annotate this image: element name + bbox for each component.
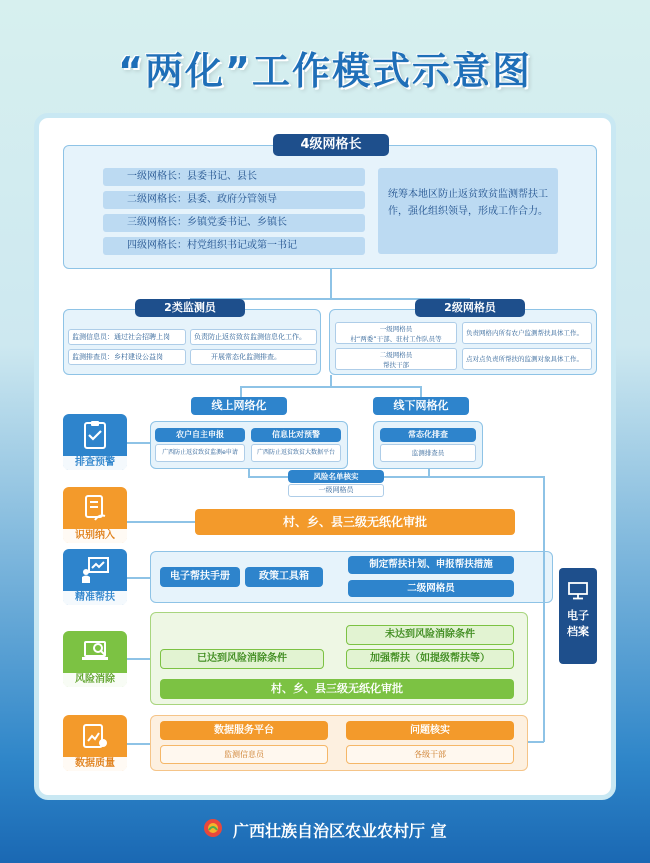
grid-leader-item: 一级网格长：县委书记、县长 [103,168,365,186]
connector-line [127,658,150,660]
clipboard-check-icon [63,414,127,456]
online-card-title: 信息比对预警 [251,428,341,442]
connector-line [240,386,420,388]
department-logo-icon [203,818,223,842]
risk-not-met: 未达到风险消除条件 [346,625,514,645]
step-label: 识别纳入 [63,529,127,543]
e-archive-label: 电子 档案 [567,609,589,638]
online-card-sub: 广西防止返贫致贫大数据平台 [251,444,341,462]
verify-title: 风险名单核实 [288,470,384,483]
grid-leader-item: 三级网格长：乡镇党委书记、乡镇长 [103,214,365,232]
issue-verify-sub: 各级干部 [346,745,514,764]
online-card-sub: 广西防止返贫致贫监测e申请 [155,444,245,462]
step-data [63,715,127,771]
document-hand-icon [63,487,127,529]
step-identify [63,487,127,543]
monitor-header: 2类监测员 [135,299,245,317]
step-assist [63,549,127,605]
grid-member-duty: 点对点负责所帮扶的监测对象具体工作。 [462,348,592,370]
risk-met: 已达到风险消除条件 [160,649,324,669]
offline-card-sub: 监测排查员 [380,444,476,462]
grid-member-header: 2级网格员 [415,299,525,317]
connector-line [430,476,544,478]
grid-member-role: 二级网格员 帮扶干部 [335,348,457,370]
online-card-title: 农户自主申报 [155,428,245,442]
grid-leader-item: 二级网格长：县委、政府分管领导 [103,191,365,209]
connector-line [543,476,545,742]
issue-verify: 问题核实 [346,721,514,740]
step-label: 精准帮扶 [63,591,127,605]
grid-member-duty: 负责网格内所有农户监测帮扶具体工作。 [462,322,592,344]
monitor-icon [559,582,597,604]
connector-line [127,521,195,523]
connector-line [528,741,544,743]
risk-strengthen: 加强帮扶（如提级帮扶等） [346,649,514,669]
risk-approval-bar: 村、乡、县三级无纸化审批 [160,679,514,699]
offline-card-title: 常态化排查 [380,428,476,442]
monitor-role: 监测信息员：通过社会招聘上岗 [68,329,186,345]
step-label: 排查预警 [63,456,127,470]
offline-header: 线下网格化 [373,397,469,415]
step-label: 数据质量 [63,757,127,771]
laptop-search-icon [63,631,127,673]
step-risk [63,631,127,687]
policy-toolbox: 政策工具箱 [245,567,323,587]
connector-line [127,743,150,745]
footer [0,818,650,842]
e-archive [559,568,597,664]
approval-bar: 村、乡、县三级无纸化审批 [195,509,515,535]
e-manual-button: 电子帮扶手册 [160,567,240,587]
data-platform-sub: 监测信息员 [160,745,328,764]
page-title: “两化”工作模式示意图 [118,49,532,93]
monitor-duty: 负责防止返贫致贫监测信息化工作。 [190,329,317,345]
monitor-duty: 开展常态化监测排查。 [190,349,317,365]
connector-line [330,269,332,299]
presenter-chart-icon [63,549,127,591]
grid-leader-desc: 统筹本地区防止返贫致贫监测帮扶工作，强化组织领导，形成工作合力。 [378,168,558,254]
online-header: 线上网络化 [191,397,287,415]
verify-sub: 一级网格员 [288,484,384,497]
connector-line [127,442,150,444]
grid-leader-header: 4级网格长 [273,134,389,156]
footer-text: 广西壮族自治区农业农村厅 宣 [233,821,447,841]
grid-leader-item: 四级网格长：村党组织书记或第一书记 [103,237,365,255]
assist-plan: 制定帮扶计划、申报帮扶措施 [348,556,514,574]
grid-member-role: 一级网格员 村“两委”干部、驻村工作队员等 [335,322,457,344]
step-label: 风险消除 [63,673,127,687]
assist-grid-member: 二级网格员 [348,580,514,597]
connector-line [127,577,150,579]
monitor-role: 监测排查员：乡村建设公益岗 [68,349,186,365]
chart-gear-icon [63,715,127,757]
data-platform: 数据服务平台 [160,721,328,740]
step-screening [63,414,127,470]
